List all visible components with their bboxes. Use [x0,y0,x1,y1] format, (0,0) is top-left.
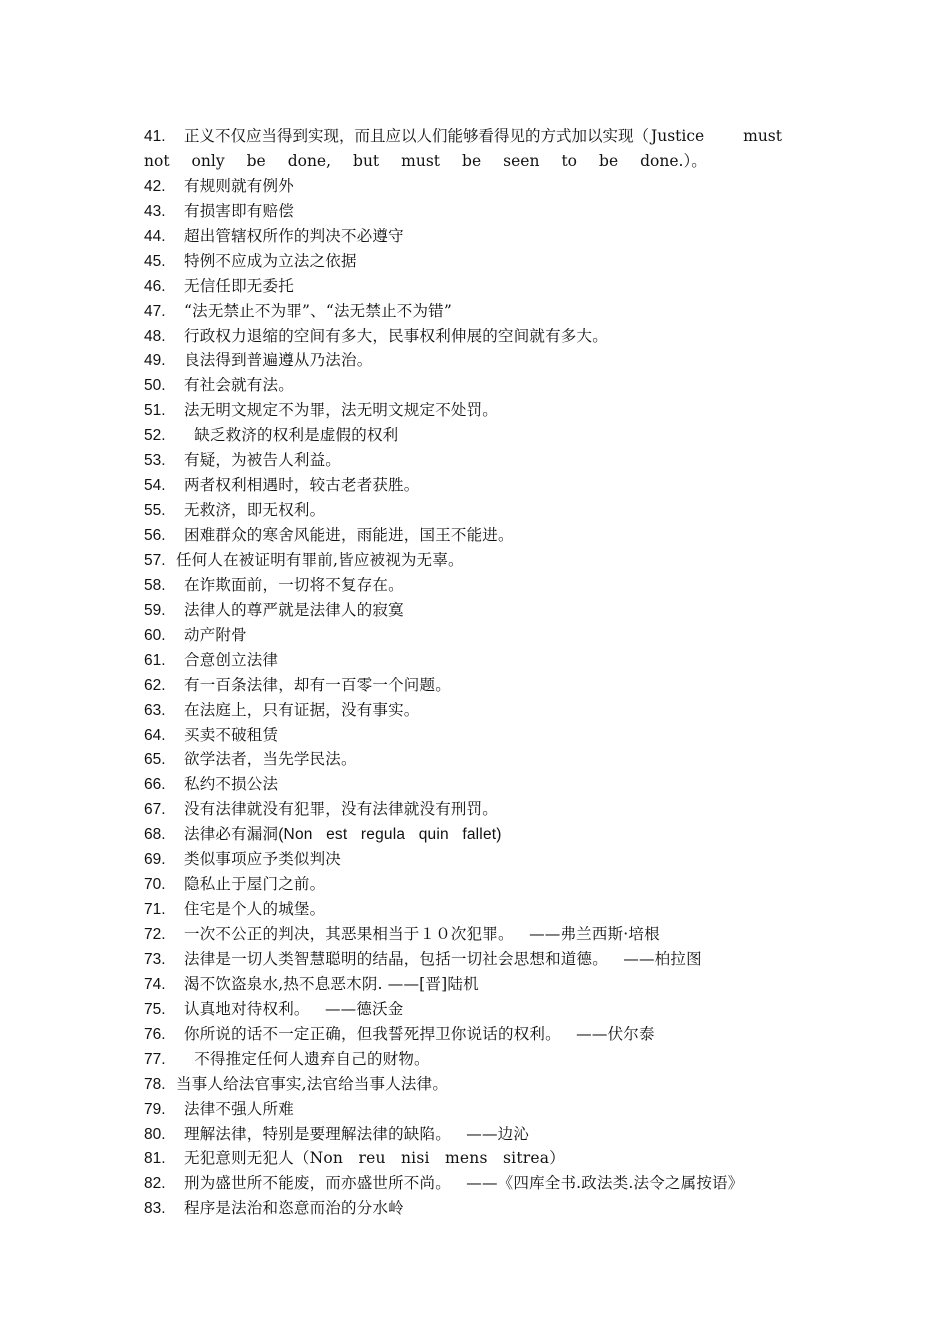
list-item [144,872,782,897]
item-number: 46. [144,277,166,295]
item-number: 81. [144,1150,166,1168]
item-number: 63. [144,701,166,719]
item-text-word: seen [503,151,540,170]
item-text: 理解法律，特别是要理解法律的缺陷。 ——边沁 [184,1124,530,1143]
list-item [144,224,782,249]
item-text: 程序是法治和恣意而治的分水岭 [184,1199,404,1218]
item-text: 隐私止于屋门之前。 [184,875,326,894]
list-item [144,249,782,274]
list-item [144,174,782,199]
item-number: 82. [144,1175,166,1193]
item-text-word: must [401,151,441,170]
item-number: 60. [144,626,166,644]
item-number: 48. [144,327,166,345]
item-number: 45. [144,252,166,270]
list-item [144,1122,782,1147]
item-text-word: not [144,151,170,170]
item-number: 69. [144,851,166,869]
item-text: 有损害即有赔偿 [184,201,294,220]
item-number: 58. [144,576,166,594]
list-item [144,797,782,822]
item-text: 你所说的话不一定正确，但我誓死捍卫你说话的权利。 ——伏尔泰 [184,1024,655,1043]
list-item [144,1047,782,1072]
item-text: 无信任即无委托 [184,276,294,295]
list-item [144,723,782,748]
item-text-word: to [561,151,578,170]
item-number: 78. [144,1075,166,1093]
item-number: 42. [144,177,166,195]
item-text: 困难群众的寒舍风能进，雨能进，国王不能进。 [184,526,514,545]
item-text-word: only [191,151,225,170]
list-item [144,1146,782,1171]
item-text: 缺乏救济的权利是虚假的权利 [184,426,399,445]
list-item [144,623,782,648]
item-text-word: Justice [651,127,705,145]
item-text: 买卖不破租赁 [184,725,279,744]
list-item [144,648,782,673]
list-item [144,1171,782,1196]
item-text: 合意创立法律 [184,650,279,669]
item-text-word: done, [287,151,332,170]
list-item [144,299,782,324]
item-number: 83. [144,1200,166,1218]
item-text: 良法得到普遍遵从乃法治。 [184,351,373,370]
list-item [144,548,782,573]
item-text: 行政权力退缩的空间有多大，民事权利伸展的空间就有多大。 [184,326,608,345]
list-item [144,199,782,224]
item-text: 法律必有漏洞(Non est regula quin fallet) [184,826,502,844]
item-number: 54. [144,477,166,495]
item-number: 43. [144,202,166,220]
item-number: 55. [144,502,166,520]
list-item [144,448,782,473]
item-number: 44. [144,227,166,245]
item-text: 法律是一切人类智慧聪明的结晶，包括一切社会思想和道德。 ——柏拉图 [184,949,702,968]
list-item [144,498,782,523]
list-item [144,747,782,772]
list-item-41 [144,124,782,174]
item-text-word: must [743,127,782,145]
list-item [144,897,782,922]
item-text: 无救济，即无权利。 [184,501,326,520]
list-item [144,373,782,398]
item-number: 53. [144,452,166,470]
item-number: 50. [144,377,166,395]
item-number: 72. [144,926,166,944]
list-item [144,274,782,299]
item-text: 在法庭上，只有证据，没有事实。 [184,700,420,719]
item-text: 刑为盛世所不能废，而亦盛世所不尚。 ——《四库全书.政法类.法令之属按语》 [184,1174,744,1193]
item-number: 66. [144,776,166,794]
list-item [144,698,782,723]
list-item [144,822,782,847]
item-text-word: be [246,151,266,170]
item-number: 41. [144,128,166,145]
item-text: 不得推定任何人遗弃自己的财物。 [184,1049,430,1068]
item-number: 79. [144,1100,166,1118]
list-item [144,772,782,797]
list-item [144,324,782,349]
list-item [144,847,782,872]
item-text: 私约不损公法 [184,775,279,794]
item-text: 正义不仅应当得到实现，而且应以人们能够看得见的方式加以实现（ [184,127,650,145]
list-item [144,398,782,423]
item-number: 51. [144,402,166,420]
item-text: 一次不公正的判决，其恶果相当于１０次犯罪。 ——弗兰西斯·培根 [184,925,660,944]
item-text: 超出管辖权所作的判决不必遵守 [184,226,404,245]
item-number: 68. [144,826,166,844]
list-item [144,1072,782,1097]
item-text: 没有法律就没有犯罪，没有法律就没有刑罚。 [184,800,499,819]
item-text: 法律不强人所难 [184,1099,294,1118]
list-item [144,972,782,997]
item-number: 74. [144,975,166,993]
item-number: 73. [144,950,166,968]
item-text: 动产附骨 [184,625,247,644]
item-number: 70. [144,876,166,894]
item-text: 类似事项应予类似判决 [184,850,342,869]
item-number: 67. [144,801,166,819]
list-item [144,947,782,972]
item-number: 62. [144,676,166,694]
item-number: 57. [144,551,166,569]
item-text: 有规则就有例外 [184,176,294,195]
item-text: 有一百条法律，却有一百零一个问题。 [184,675,451,694]
list-item [144,473,782,498]
list-item [144,673,782,698]
item-text: 特例不应成为立法之依据 [184,251,357,270]
item-number: 65. [144,751,166,769]
item-number: 56. [144,527,166,545]
item-number: 75. [144,1000,166,1018]
item-text-latin [651,124,782,149]
item-text: 在诈欺面前，一切将不复存在。 [184,575,404,594]
item-text: 有疑，为被告人利益。 [184,451,342,470]
item-text: 渴不饮盗泉水,热不息恶木阴. ——[晋]陆机 [184,974,479,993]
list-item [144,573,782,598]
item-number: 76. [144,1025,166,1043]
item-text: “法无禁止不为罪”、“法无禁止不为错” [184,301,452,320]
item-text: 住宅是个人的城堡。 [184,900,326,919]
item-number: 59. [144,601,166,619]
item-number: 52. [144,427,166,445]
list-item [144,423,782,448]
item-number: 71. [144,901,166,919]
item-text-word: but [353,151,380,170]
item-text: 认真地对待权利。 ——德沃金 [184,999,404,1018]
item-text: 欲学法者，当先学民法。 [184,750,357,769]
item-number: 77. [144,1050,166,1068]
item-number: 49. [144,352,166,370]
item-text-word: be [599,151,619,170]
item-text-word: done.）。 [640,151,707,170]
item-text-word: be [462,151,482,170]
item-number: 64. [144,726,166,744]
item-number: 61. [144,651,166,669]
item-text: 有社会就有法。 [184,376,294,395]
list-item [144,1097,782,1122]
item-text: 法律人的尊严就是法律人的寂寞 [184,600,404,619]
item-number: 47. [144,302,166,320]
legal-maxims-list [144,124,782,1221]
list-item [144,1196,782,1221]
item-text: 当事人给法官事实,法官给当事人法律。 [176,1074,449,1093]
item-text: 法无明文规定不为罪，法无明文规定不处罚。 [184,401,499,420]
item-text: 任何人在被证明有罪前,皆应被视为无辜。 [176,550,464,569]
list-item [144,922,782,947]
item-text: 无犯意则无犯人（Non reu nisi mens sitrea） [184,1149,565,1168]
list-item [144,523,782,548]
item-text-continuation [144,149,782,174]
item-text: 两者权利相遇时，较古老者获胜。 [184,476,420,495]
list-item [144,598,782,623]
list-item [144,997,782,1022]
list-item [144,1022,782,1047]
list-item [144,348,782,373]
item-number: 80. [144,1125,166,1143]
